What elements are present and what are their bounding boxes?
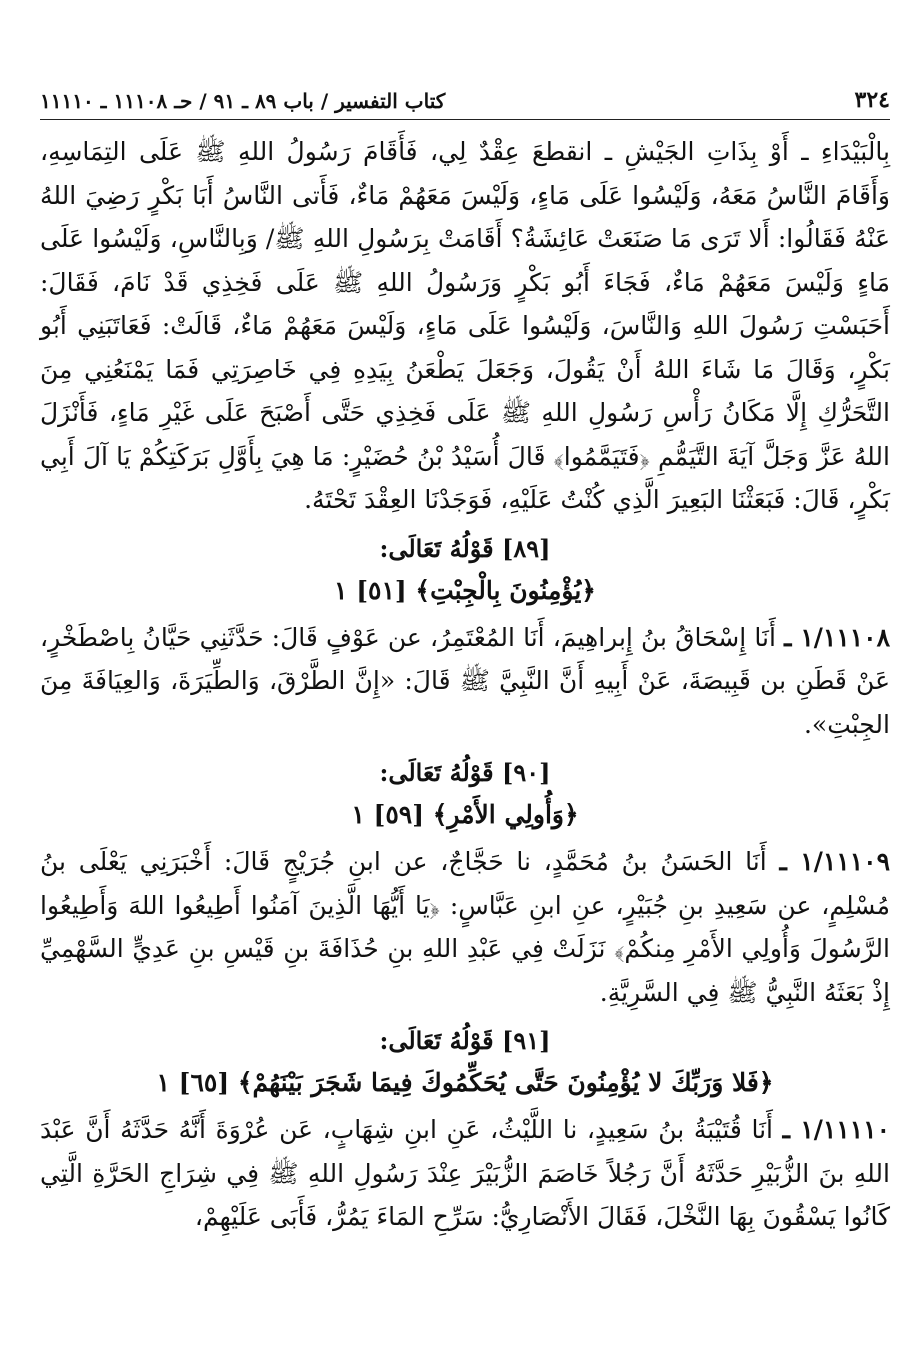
quranic-verse: ﴿وَأُولِي الأَمْرِ﴾ [٥٩] ١ (351, 800, 579, 829)
quranic-verse: ﴿يُؤْمِنُونَ بِالْجِبْتِ﴾ [٥١] ١ (334, 575, 596, 605)
running-header (40, 80, 890, 120)
page-number: ٣٢٤ (854, 87, 890, 113)
section-heading: [٩١] قَوْلُهُ تَعَالَى: (379, 1026, 551, 1055)
hadith-text: أَنَا قُتَيْبَةُ بنُ سَعِيدٍ، نا اللَّيْثُ، عَنِ ابنِ شِهَابٍ، عَن عُرْوَةَ أَنَّهُ حَدَّثَهُ أَنَّ عَبْدَ اللهِ بنَ الزُّبَيْرِ حَدَّثَهُ أَنَّ رَجُلاً خَاصَمَ الزُّبَيْرَ عِنْدَ رَسُولِ اللهِ ﷺ فِي شِرَاجِ الحَرَّةِ الَّتِي كَانُوا يَسْقُونَ بِهَا النَّخْلَ، فَقَالَ الأَنْصَارِيُّ: سَرِّحِ المَاءَ يَمُرُّ، فَأَبَى عَلَيْهِمْ، (40, 1115, 890, 1231)
section-heading: [٨٩] قَوْلُهُ تَعَالَى: (379, 533, 551, 563)
hadith-paragraph (40, 840, 890, 1014)
section-heading: [٩٠] قَوْلُهُ تَعَالَى: (379, 758, 551, 787)
page-body (40, 130, 890, 1239)
running-title: كتاب التفسير / باب ٨٩ ـ ٩١ / حـ ١١١٠٨ ـ ١١١١٠ (40, 89, 446, 113)
section-90 (40, 752, 890, 1014)
book-page (40, 80, 890, 1350)
hadith-text: أَنَا الحَسَنُ بنُ مُحَمَّدٍ، نا حَجَّاجٌ، عن ابنِ جُرَيْجٍ قَالَ: أَخْبَرَنِي يَعْلَى بنُ مُسْلِمٍ، عن سَعِيدِ بنِ جُبَيْرٍ، عنِ ابنِ عَبَّاسٍ: ﴿يَا أَيُّهَا الَّذِينَ آمَنُوا أَطِيعُوا اللهَ وَأَطِيعُوا الرَّسُولَ وَأُولِي الأَمْرِ مِنكُمْ﴾ نَزَلَتْ فِي عَبْدِ اللهِ بنِ حُذَافَةَ بنِ قَيْسِ بنِ عَدِيٍّ السَّهْمِيِّ إِذْ بَعَثَهُ النَّبِيُّ ﷺ فِي السَّرِيَّةِ. (40, 847, 890, 1007)
hadith-text: أَنَا إِسْحَاقُ بنُ إِبراهِيمَ، أَنَا المُعْتَمِرُ، عن عَوْفٍ قَالَ: حَدَّثَنِي حَيَّانُ بِاصْطَخْرٍ، عَنْ قَطَنِ بن قَبِيصَةَ، عَنْ أَبِيهِ أَنَّ النَّبِيَّ ﷺ قَالَ: «إِنَّ الطَّرْقَ، وَالطِّيَرَةَ، وَالعِيَافَةَ مِنَ الجِبْتِ». (40, 622, 890, 739)
hadith-paragraph (40, 1108, 890, 1239)
hadith-number: ١/١١١٠٨ ـ (784, 622, 891, 652)
hadith-number: ١/١١١١٠ ـ (782, 1115, 891, 1144)
hadith-number: ١/١١١٠٩ ـ (779, 847, 890, 876)
opening-paragraph: بِالْبَيْدَاءِ ـ أَوْ بِذَاتِ الجَيْشِ ـ انقطعَ عِقْدٌ لِي، فَأَقَامَ رَسُولُ اللهِ ﷺ عَلَى التِمَاسِهِ، وَأَقَامَ النَّاسُ مَعَهُ، وَلَيْسُوا عَلَى مَاءٍ، وَلَيْسَ مَعَهُمْ مَاءٌ، فَأَتى النَّاسُ أَبَا بَكْرٍ رَضِيَ اللهُ عَنْهُ فَقَالُوا: أَلا تَرَى مَا صَنَعَتْ عَائِشَةُ؟ أَقَامَتْ بِرَسُولِ اللهِ ﷺ/ وَبِالنَّاسِ، وَلَيْسُوا عَلَى مَاءٍ وَلَيْسَ مَعَهُمْ مَاءٌ، فَجَاءَ أَبُو بَكْرٍ وَرَسُولُ اللهِ ﷺ عَلَى فَخِذِي قَدْ نَامَ، فَقَالَ: أَحَبَسْتِ رَسُولَ اللهِ وَالنَّاسَ، وَلَيْسُوا عَلَى مَاءٍ، وَلَيْسَ مَعَهُمْ مَاءٌ، قَالَتْ: فَعَاتَبَنِي أَبُو بَكْرٍ، وَقَالَ مَا شَاءَ اللهُ أَنْ يَقُولَ، وَجَعَلَ يَطْعَنُ بِيَدِهِ فِي خَاصِرَتِي فَمَا يَمْنَعُنِي مِنَ التَّحَرُّكِ إِلَّا مَكَانُ رَأْسِ رَسُولِ اللهِ ﷺ عَلَى فَخِذِي حَتَّى أَصْبَحَ عَلَى غَيْرِ مَاءٍ، فَأَنْزَلَ اللهُ عَزَّ وَجَلَّ آيَةَ التَّيَمُّمِ ﴿فَتَيَمَّمُوا﴾ قَالَ أُسَيْدُ بْنُ حُضَيْرٍ: مَا هِيَ بِأَوَّلِ بَرَكَتِكُمْ يَا آلَ أَبِي بَكْرٍ، قَالَ: فَبَعَثْنَا البَعِيرَ الَّذِي كُنْتُ عَلَيْهِ، فَوَجَدْنَا العِقْدَ تَحْتَهُ. (40, 137, 890, 514)
hadith-paragraph (40, 616, 890, 747)
section-91 (40, 1020, 890, 1239)
quranic-verse: ﴿فَلا وَرَبِّكَ لا يُؤْمِنُونَ حَتَّى يُحَكِّمُوكَ فِيمَا شَجَرَ بَيْنَهُمْ﴾ [٦٥] ١ (156, 1068, 774, 1097)
section-89 (40, 528, 890, 747)
